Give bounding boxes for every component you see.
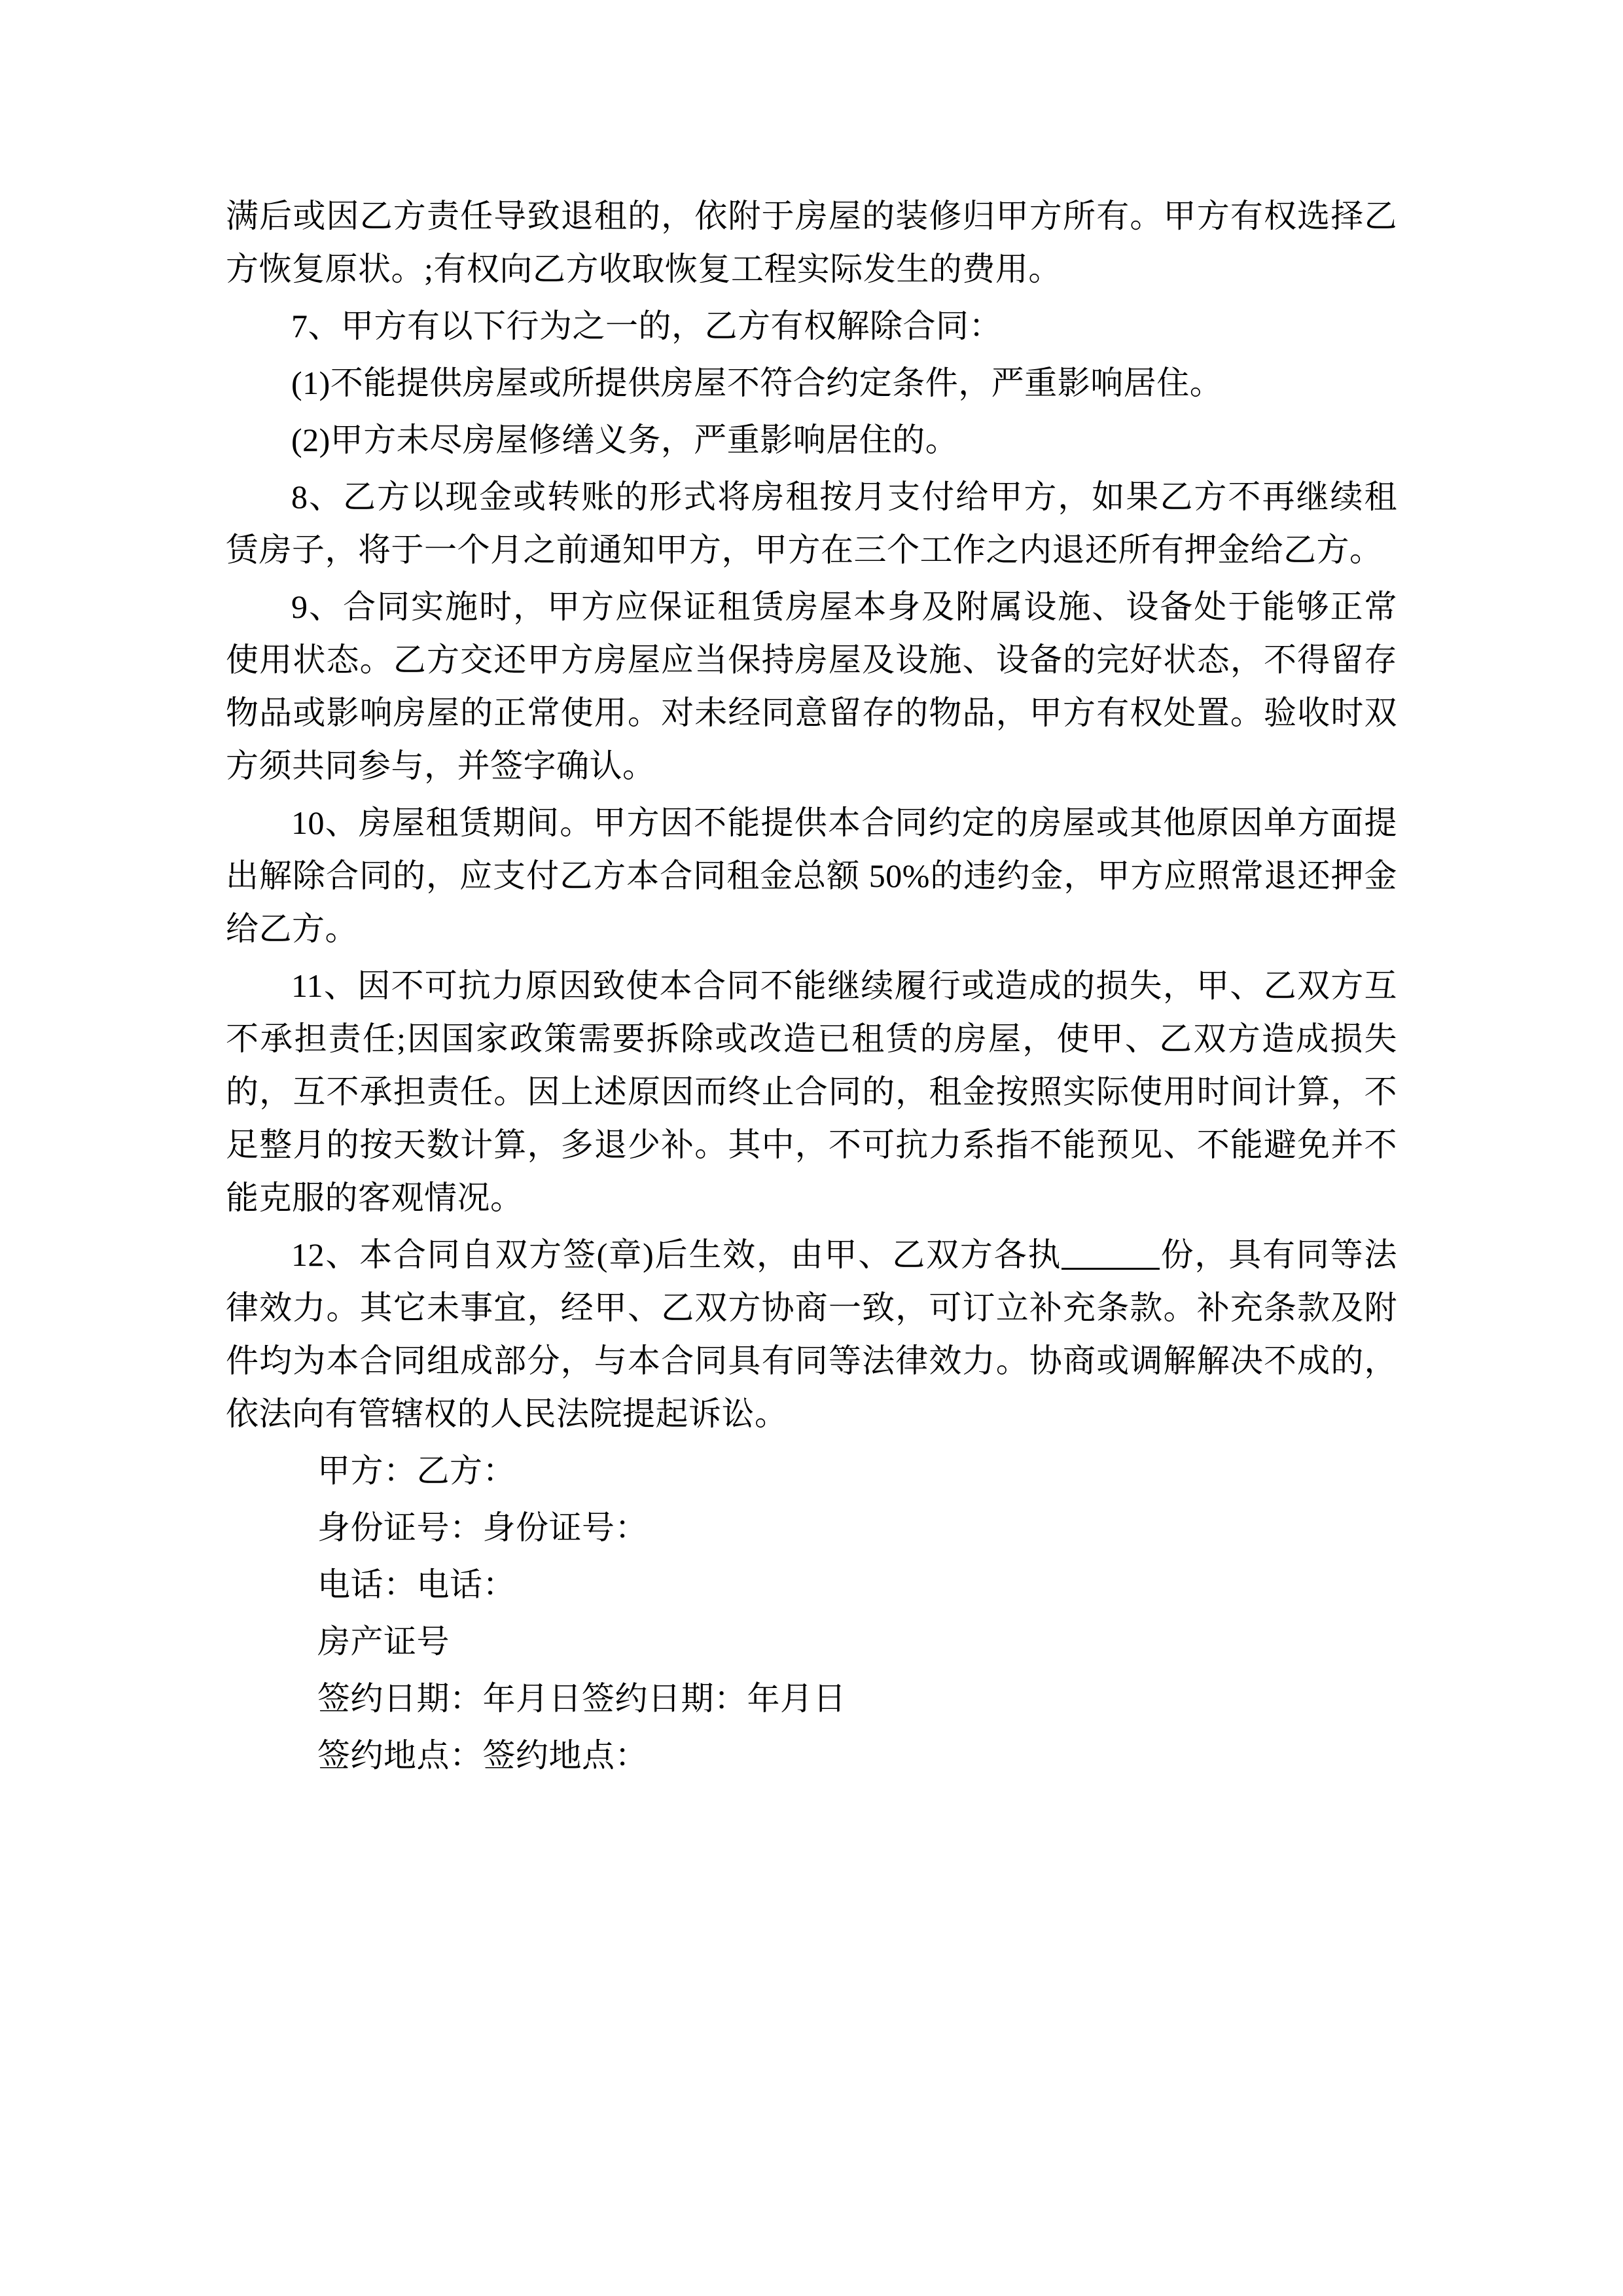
paragraph-clause-7: 7、甲方有以下行为之一的，乙方有权解除合同： bbox=[291, 308, 1002, 344]
paragraph-clause-11: 11、因不可抗力原因致使本合同不能继续履行或造成的损失，甲、乙双方互不承担责任;因国家政策需要拆除或改造已租赁的房屋，使甲、乙双方造成损失的，互不承担责任。因上述原因而终止合同的，租金按照实际使用时间计算，不足整月的按天数计算，多退少补。其中，不可抗力系指不能预见、不能避免并不能克服的客观情况。 bbox=[226, 967, 1397, 1216]
paragraph-clause-7-2: (2)甲方未尽房屋修缮义务，严重影响居住的。 bbox=[291, 422, 959, 458]
signature-dates: 签约日期：年月日签约日期：年月日 bbox=[317, 1680, 846, 1717]
paragraph-clause-10: 10、房屋租赁期间。甲方因不能提供本合同约定的房屋或其他原因单方面提出解除合同的，应支付乙方本合同租金总额 50%的违约金，甲方应照常退还押金给乙方。 bbox=[226, 804, 1397, 947]
clause-12-text-after: 份，具有同等法律效力。其它未事宜，经甲、乙双方协商一致，可订立补充条款。补充条款及附件均为本合同组成部分，与本合同具有同等法律效力。协商或调解解决不成的，依法向有管辖权的人民法院提起诉讼。 bbox=[226, 1236, 1397, 1432]
paragraph-clause-9: 9、合同实施时，甲方应保证租赁房屋本身及附属设施、设备处于能够正常使用状态。乙方交还甲方房屋应当保持房屋及设施、设备的完好状态，不得留存物品或影响房屋的正常使用。对未经同意留存的物品，甲方有权处置。验收时双方须共同参与，并签字确认。 bbox=[226, 588, 1397, 784]
signature-phones: 电话：电话： bbox=[317, 1566, 516, 1603]
paragraph-continuation: 满后或因乙方责任导致退租的，依附于房屋的装修归甲方所有。甲方有权选择乙方恢复原状。;有权向乙方收取恢复工程实际发生的费用。 bbox=[226, 198, 1397, 287]
signature-places: 签约地点：签约地点： bbox=[317, 1737, 648, 1774]
clause-12-text-before: 12、本合同自双方签(章)后生效，由甲、乙双方各执 bbox=[291, 1236, 1062, 1273]
paragraph-clause-12 bbox=[226, 1229, 1397, 1441]
document-body bbox=[226, 190, 1397, 1782]
clause-12-fill-blank[interactable] bbox=[1061, 1268, 1160, 1270]
signature-id-numbers: 身份证号：身份证号： bbox=[317, 1509, 648, 1546]
paragraph-clause-7-1: (1)不能提供房屋或所提供房屋不符合约定条件，严重影响居住。 bbox=[291, 365, 1223, 401]
paragraph-clause-8: 8、乙方以现金或转账的形式将房租按月支付给甲方，如果乙方不再继续租赁房子，将于一个月之前通知甲方，甲方在三个工作之内退还所有押金给乙方。 bbox=[226, 478, 1397, 568]
signature-parties: 甲方：乙方： bbox=[317, 1452, 516, 1489]
signature-property-certificate: 房产证号 bbox=[317, 1623, 450, 1660]
